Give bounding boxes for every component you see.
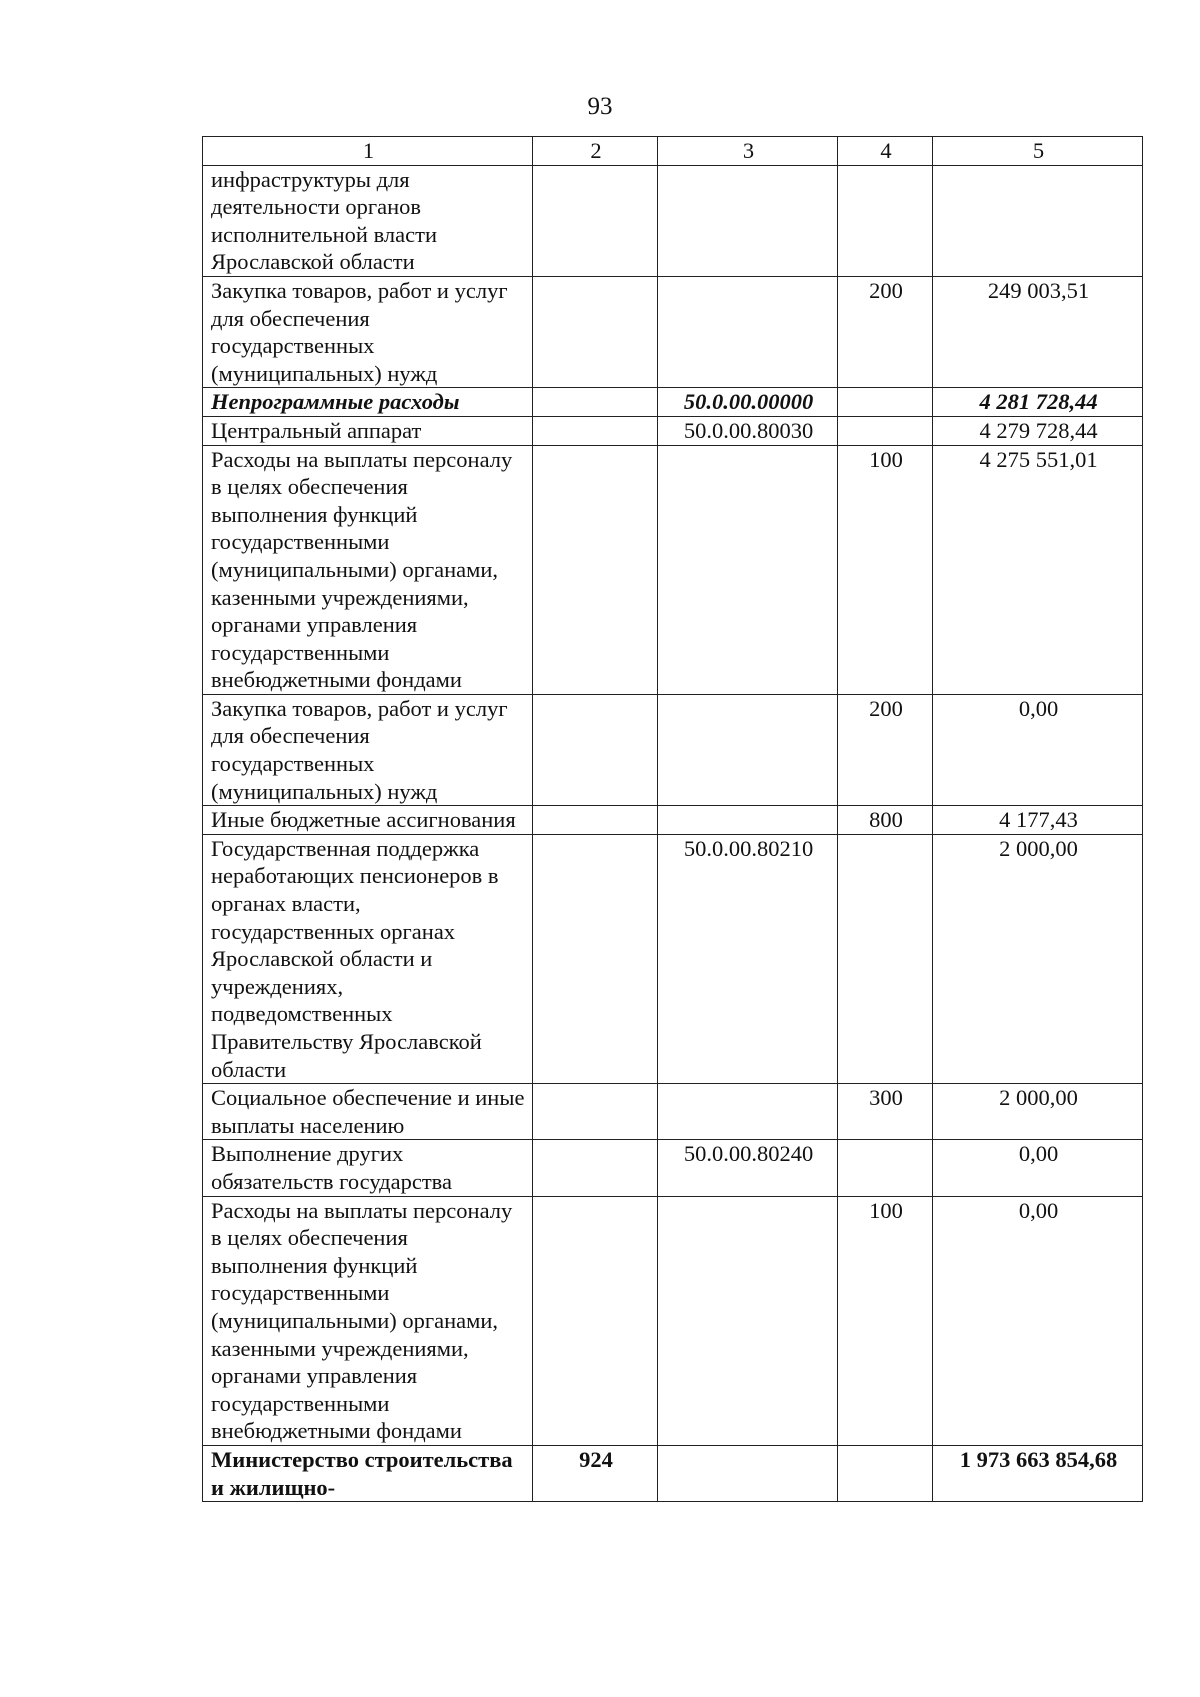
row-code — [533, 1084, 658, 1140]
row-name: инфраструктуры для деятельности органов исполнительной власти Ярославской области — [203, 165, 533, 276]
row-target: 50.0.00.80240 — [658, 1140, 838, 1196]
row-amount: 0,00 — [933, 694, 1143, 805]
header-col-1: 1 — [203, 137, 533, 166]
row-amount: 2 000,00 — [933, 834, 1143, 1083]
row-amount: 0,00 — [933, 1196, 1143, 1445]
row-type: 200 — [838, 276, 933, 387]
row-name: Центральный аппарат — [203, 416, 533, 445]
row-type: 100 — [838, 1196, 933, 1445]
row-code — [533, 834, 658, 1083]
row-type — [838, 165, 933, 276]
table-row — [203, 388, 1143, 417]
row-target — [658, 276, 838, 387]
row-amount: 4 177,43 — [933, 806, 1143, 835]
row-name: Иные бюджетные ассигнования — [203, 806, 533, 835]
row-type — [838, 388, 933, 417]
row-target — [658, 1084, 838, 1140]
row-code — [533, 1140, 658, 1196]
row-amount: 4 279 728,44 — [933, 416, 1143, 445]
row-amount — [933, 165, 1143, 276]
row-target — [658, 1445, 838, 1501]
row-target: 50.0.00.80030 — [658, 416, 838, 445]
row-amount: 4 281 728,44 — [933, 388, 1143, 417]
budget-table — [202, 136, 1143, 1502]
row-type — [838, 1140, 933, 1196]
row-type: 200 — [838, 694, 933, 805]
row-code: 924 — [533, 1445, 658, 1501]
row-type — [838, 834, 933, 1083]
row-code — [533, 694, 658, 805]
row-code — [533, 445, 658, 694]
table-row — [203, 1084, 1143, 1140]
row-code — [533, 165, 658, 276]
row-target — [658, 165, 838, 276]
header-col-5: 5 — [933, 137, 1143, 166]
table-row — [203, 276, 1143, 387]
header-col-3: 3 — [658, 137, 838, 166]
table-row — [203, 694, 1143, 805]
row-name: Закупка товаров, работ и услуг для обеспечения государственных (муниципальных) нужд — [203, 276, 533, 387]
row-code — [533, 1196, 658, 1445]
row-type: 800 — [838, 806, 933, 835]
row-amount: 0,00 — [933, 1140, 1143, 1196]
row-name: Расходы на выплаты персоналу в целях обеспечения выполнения функций государственными (муниципальными) органами, казенными учреждениями, органами управления государственными внебюджетными фондами — [203, 445, 533, 694]
page-number: 93 — [587, 93, 613, 120]
header-col-4: 4 — [838, 137, 933, 166]
row-amount: 249 003,51 — [933, 276, 1143, 387]
row-type: 300 — [838, 1084, 933, 1140]
table-row — [203, 165, 1143, 276]
row-type: 100 — [838, 445, 933, 694]
table-row — [203, 834, 1143, 1083]
row-name: Расходы на выплаты персоналу в целях обеспечения выполнения функций государственными (муниципальными) органами, казенными учреждениями, органами управления государственными внебюджетными фондами — [203, 1196, 533, 1445]
table-row — [203, 1445, 1143, 1501]
row-target — [658, 694, 838, 805]
table-header-row — [203, 137, 1143, 166]
row-code — [533, 388, 658, 417]
table-row — [203, 1196, 1143, 1445]
row-code — [533, 276, 658, 387]
table-row — [203, 1140, 1143, 1196]
row-type — [838, 416, 933, 445]
row-type — [838, 1445, 933, 1501]
row-name: Государственная поддержка неработающих пенсионеров в органах власти, государственных органах Ярославской области и учреждениях, подведомственных Правительству Ярославской области — [203, 834, 533, 1083]
table-row — [203, 416, 1143, 445]
row-amount: 4 275 551,01 — [933, 445, 1143, 694]
row-target — [658, 445, 838, 694]
row-target: 50.0.00.00000 — [658, 388, 838, 417]
table-row — [203, 806, 1143, 835]
row-name: Выполнение других обязательств государства — [203, 1140, 533, 1196]
row-amount: 1 973 663 854,68 — [933, 1445, 1143, 1501]
row-code — [533, 416, 658, 445]
row-name: Министерство строительства и жилищно- — [203, 1445, 533, 1501]
row-target: 50.0.00.80210 — [658, 834, 838, 1083]
row-target — [658, 806, 838, 835]
row-code — [533, 806, 658, 835]
row-name: Непрограммные расходы — [203, 388, 533, 417]
row-name: Социальное обеспечение и иные выплаты населению — [203, 1084, 533, 1140]
header-col-2: 2 — [533, 137, 658, 166]
table-row — [203, 445, 1143, 694]
row-target — [658, 1196, 838, 1445]
row-amount: 2 000,00 — [933, 1084, 1143, 1140]
row-name: Закупка товаров, работ и услуг для обеспечения государственных (муниципальных) нужд — [203, 694, 533, 805]
